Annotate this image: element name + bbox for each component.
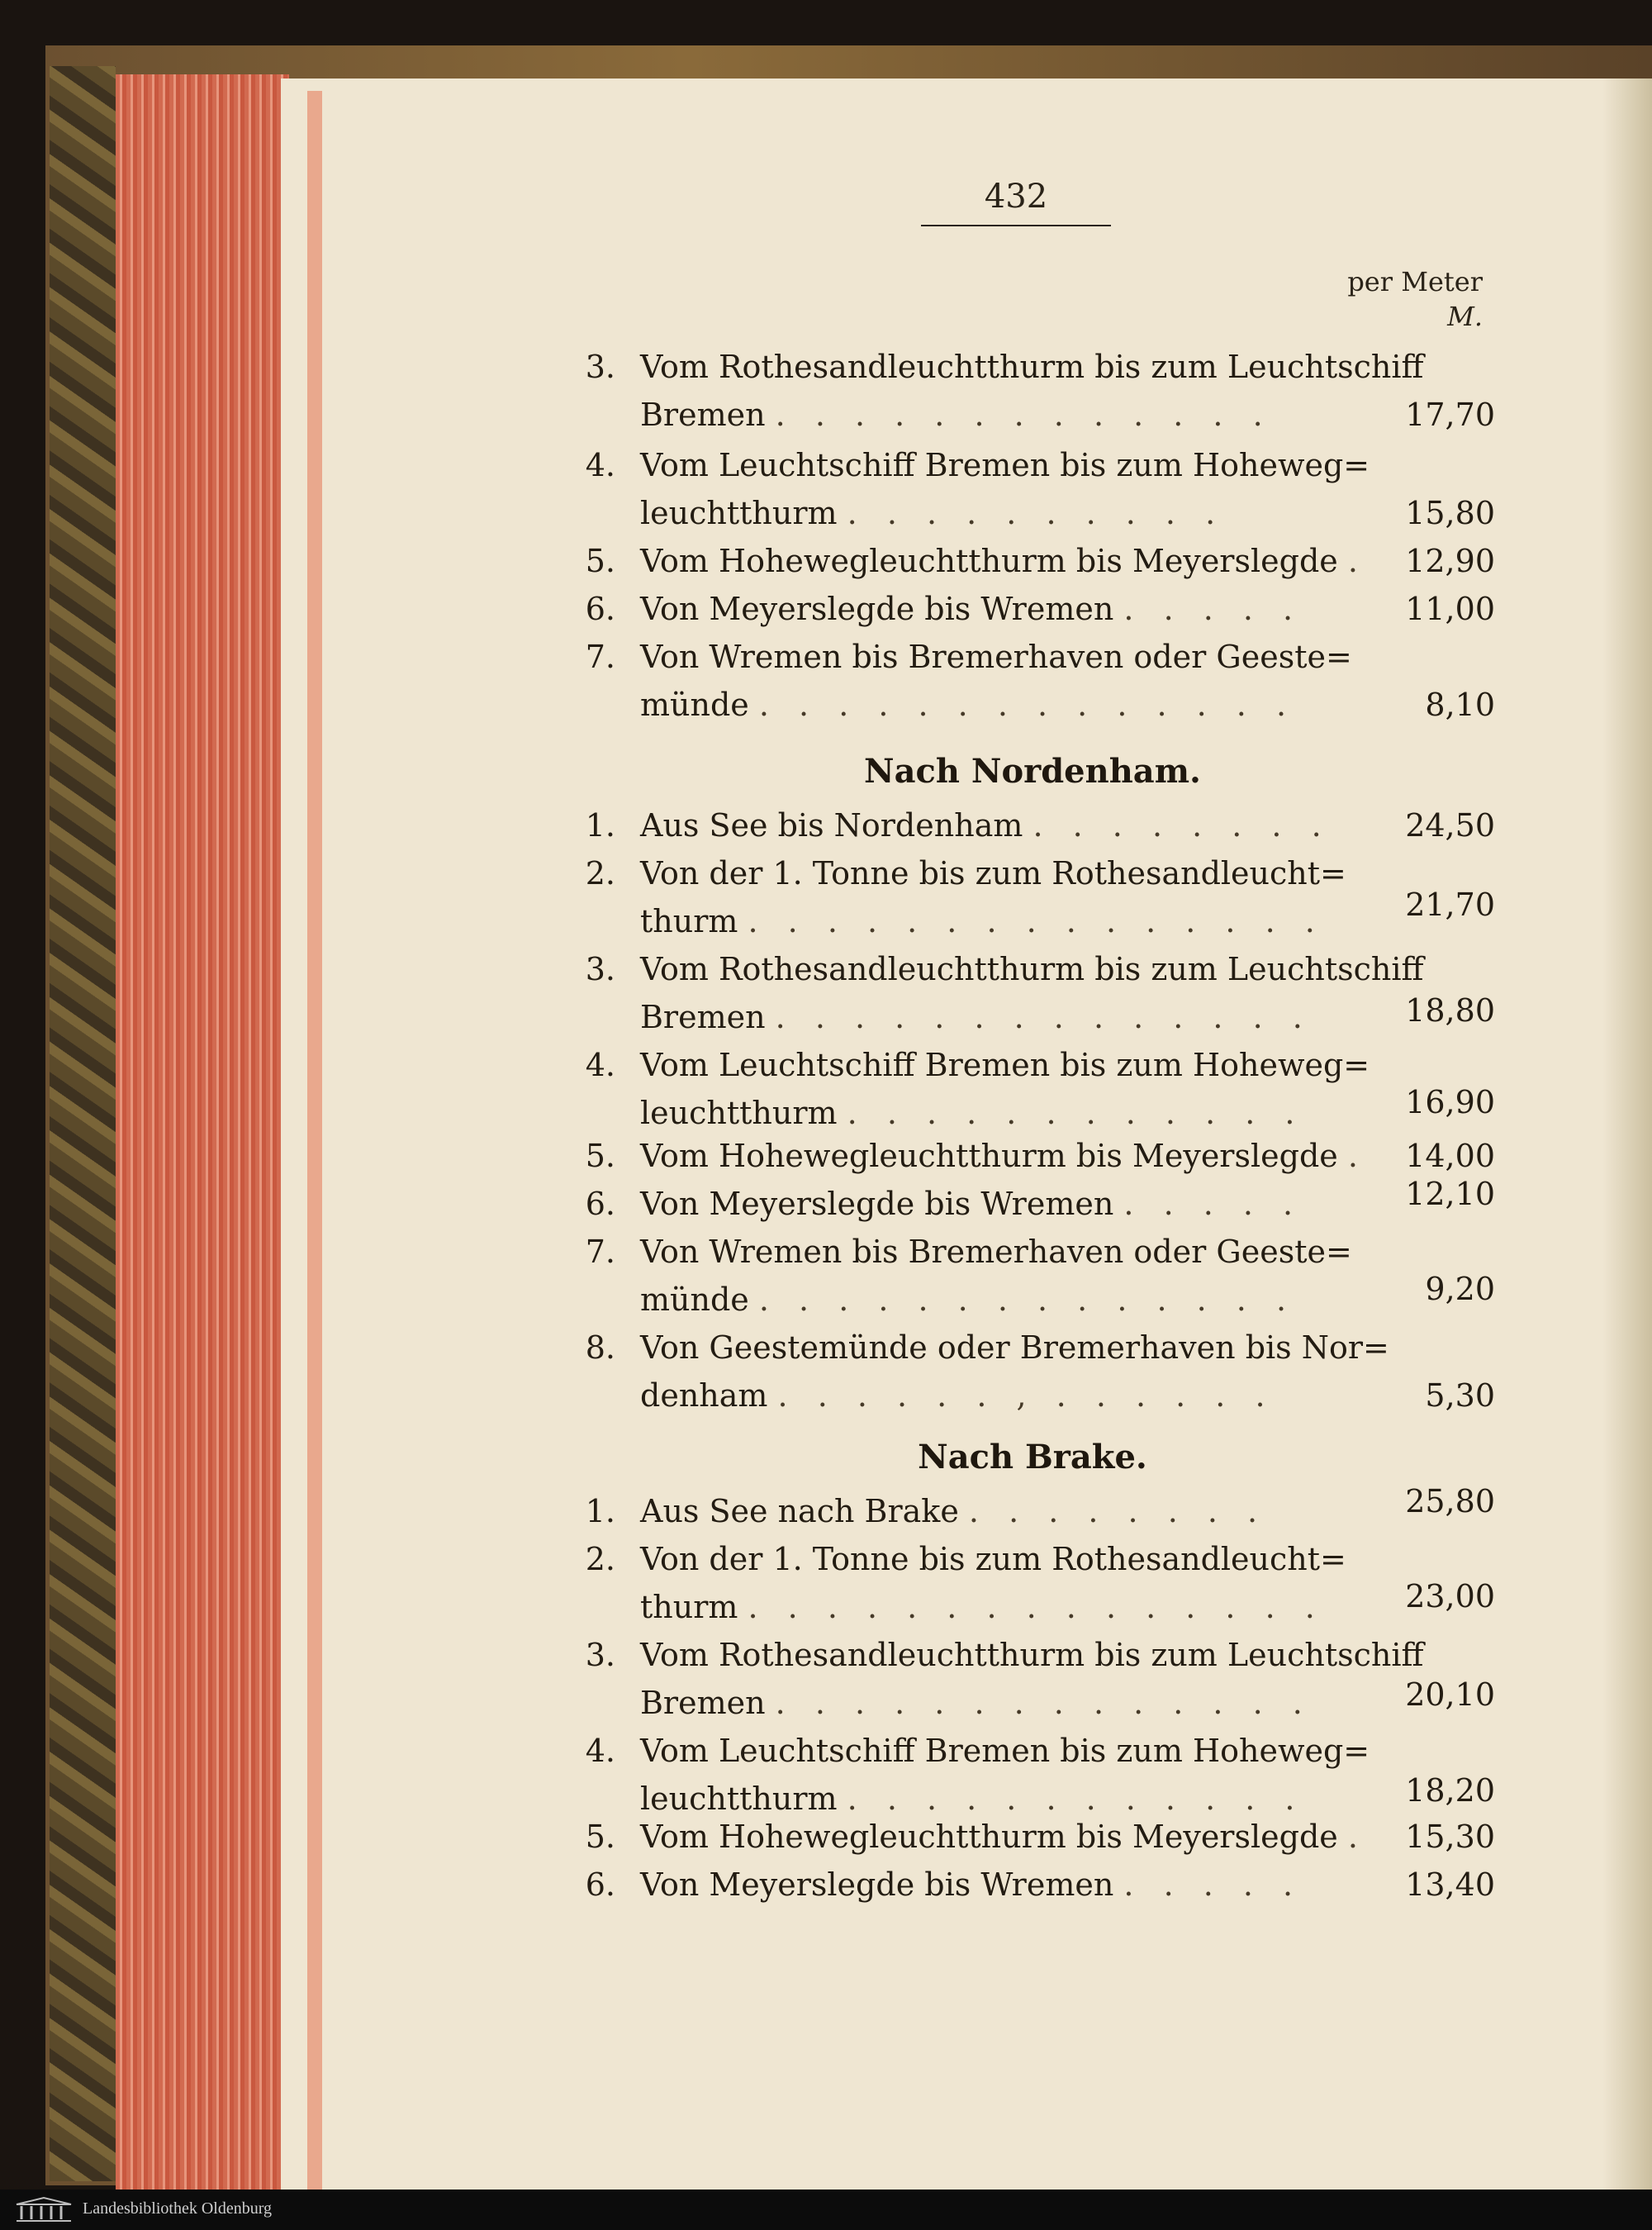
leader-dots: . . . . . . . . . . . . . .: [758, 1281, 1297, 1318]
footer-bar: [0, 2190, 1652, 2230]
leader-dots: . . . . . . . . . . . . . .: [775, 1685, 1313, 1721]
entry-number: 7.: [585, 1234, 615, 1270]
entry-text-cont: [640, 1372, 1275, 1419]
entry-text: Vom Leuchtschiff Bremen bis zum Hoheweg=: [640, 1047, 1370, 1083]
page-gutter: [1602, 78, 1652, 2214]
book-spine: [50, 66, 116, 2181]
leader-dots: . . . . .: [1123, 1186, 1303, 1222]
entry-text: [640, 801, 1332, 849]
entry-text: [640, 1132, 1368, 1180]
entry-text-main: Von Meyerslegde bis Wremen: [640, 1866, 1114, 1903]
leader-dots: . . . . . . . . . . . . .: [775, 397, 1273, 433]
entry-text: münde: [640, 1281, 749, 1318]
list-item: [574, 1727, 1495, 1823]
column-header-currency: M.: [1447, 301, 1483, 332]
entry-text: thurm: [640, 903, 738, 939]
entry-text: [640, 1813, 1368, 1861]
entry-text: leuchtthurm: [640, 1781, 838, 1817]
entry-price: 15,30: [1405, 1819, 1495, 1855]
entry-text-cont: [640, 681, 1296, 729]
leader-dots: . . . . . . . . . . . . . .: [758, 687, 1297, 723]
entry-text-cont: [640, 489, 1225, 537]
entry-number: 3.: [585, 1637, 615, 1673]
leader-dots: . . . . .: [1123, 591, 1303, 627]
entry-number: 6.: [585, 1866, 615, 1903]
entry-text-main: Vom Hohewegleuchtthurm bis Meyerslegde: [640, 1138, 1338, 1174]
entry-number: 6.: [585, 591, 615, 627]
entry-price: 11,00: [1405, 591, 1495, 627]
leader-dots: . . . . . . . . . . . .: [847, 1781, 1305, 1817]
entry-text: leuchtthurm: [640, 495, 838, 531]
entry-price: 5,30: [1425, 1377, 1495, 1414]
list-item: [574, 633, 1495, 729]
entry-text: leuchtthurm: [640, 1095, 838, 1131]
entry-text-cont: [640, 1276, 1296, 1324]
section-heading: Nach Brake.: [918, 1438, 1147, 1476]
entry-text: Bremen: [640, 1685, 766, 1721]
entry-number: 2.: [585, 855, 615, 892]
entry-text: Vom Leuchtschiff Bremen bis zum Hoheweg=: [640, 447, 1370, 483]
entry-text: Von der 1. Tonne bis zum Rothesandleucht=: [640, 1541, 1346, 1577]
leader-dots: . . . . . . . . . . . . . . .: [748, 1589, 1325, 1625]
entry-price: 25,80: [1405, 1483, 1495, 1519]
entry-price: 13,40: [1405, 1866, 1495, 1903]
list-item: [574, 1228, 1495, 1324]
entry-number: 1.: [585, 1493, 615, 1529]
entry-text-cont: [640, 391, 1273, 439]
entry-price: 17,70: [1405, 397, 1495, 433]
entry-text-cont: [640, 1089, 1304, 1137]
leader-dots: .: [1347, 1819, 1368, 1855]
entry-text: Von Wremen bis Bremerhaven oder Geeste=: [640, 1234, 1352, 1270]
leader-dots: .: [1347, 1138, 1368, 1174]
entry-number: 5.: [585, 1138, 615, 1174]
entry-text-main: Aus See bis Nordenham: [640, 807, 1023, 844]
entry-text: thurm: [640, 1589, 738, 1625]
list-item: [574, 1041, 1495, 1137]
entry-text-main: Vom Hohewegleuchtthurm bis Meyerslegde: [640, 1819, 1338, 1855]
entry-number: 5.: [585, 1819, 615, 1855]
entry-text: Vom Rothesandleuchtthurm bis zum Leuchtschiff: [640, 1637, 1424, 1673]
library-building-icon: [15, 2196, 73, 2223]
list-item: [574, 537, 1495, 585]
entry-price: 15,80: [1405, 495, 1495, 531]
list-item: [574, 343, 1495, 439]
entry-text-cont: [640, 1679, 1313, 1727]
leader-dots: . . . . . . . . . . . . . .: [775, 999, 1313, 1035]
column-header-unit: per Meter: [1347, 266, 1483, 297]
entry-text: denham: [640, 1377, 768, 1414]
entry-number: 6.: [585, 1186, 615, 1222]
entry-number: 4.: [585, 1733, 615, 1769]
entry-text: Bremen: [640, 397, 766, 433]
list-item: [574, 1861, 1495, 1909]
list-item: [574, 441, 1495, 537]
list-item: [574, 1631, 1495, 1727]
entry-price: 21,70: [1405, 887, 1495, 923]
entry-text-cont: [640, 993, 1313, 1041]
entry-text: Von der 1. Tonne bis zum Rothesandleucht=: [640, 855, 1346, 892]
entry-price: 8,10: [1425, 687, 1495, 723]
leader-dots: . . . . . . . .: [1032, 807, 1332, 844]
list-item: [574, 585, 1495, 633]
entry-price: 12,10: [1405, 1176, 1495, 1212]
entry-text: Bremen: [640, 999, 766, 1035]
leader-dots: . . . . . . . .: [968, 1493, 1268, 1529]
entry-text: Von Geestemünde oder Bremerhaven bis Nor=: [640, 1329, 1389, 1366]
entry-text: [640, 537, 1368, 585]
entry-number: 3.: [585, 349, 615, 385]
entry-price: 18,80: [1405, 992, 1495, 1029]
entry-price: 23,00: [1405, 1578, 1495, 1614]
entry-price: 9,20: [1425, 1271, 1495, 1307]
list-item: [574, 1535, 1495, 1631]
entry-text-main: Vom Hohewegleuchtthurm bis Meyerslegde: [640, 543, 1338, 579]
page-red-edge: [307, 91, 322, 2206]
list-item: [574, 1324, 1495, 1419]
leader-dots: . . . . . . . . . . . . . . .: [748, 903, 1325, 939]
entry-number: 8.: [585, 1329, 615, 1366]
entry-text-main: Von Meyerslegde bis Wremen: [640, 1186, 1114, 1222]
list-item: [574, 849, 1495, 945]
entry-price: 14,00: [1405, 1138, 1495, 1174]
entry-price: 16,90: [1405, 1084, 1495, 1120]
entry-price: 18,20: [1405, 1772, 1495, 1809]
entry-text: Vom Rothesandleuchtthurm bis zum Leuchtschiff: [640, 951, 1424, 987]
entry-text: [640, 1180, 1303, 1228]
entry-text-cont: [640, 1583, 1325, 1631]
entry-number: 1.: [585, 807, 615, 844]
list-item: [574, 1132, 1495, 1180]
footer-library-name: Landesbibliothek Oldenburg: [83, 2199, 273, 2218]
entry-price: 20,10: [1405, 1676, 1495, 1713]
entry-number: 3.: [585, 951, 615, 987]
entry-number: 7.: [585, 639, 615, 675]
leader-dots: . . . . . . . . . . . .: [847, 1095, 1305, 1131]
entry-text-main: Aus See nach Brake: [640, 1493, 959, 1529]
entry-text: Vom Leuchtschiff Bremen bis zum Hoheweg=: [640, 1733, 1370, 1769]
entry-text: [640, 1487, 1267, 1535]
entry-text: Vom Rothesandleuchtthurm bis zum Leuchtschiff: [640, 349, 1424, 385]
list-item: [574, 1483, 1495, 1535]
page-edges: [116, 74, 289, 2190]
list-item: [574, 1813, 1495, 1861]
leader-dots: . . . . .: [1123, 1866, 1303, 1903]
entry-number: 5.: [585, 543, 615, 579]
entry-text: [640, 1861, 1303, 1909]
entry-text: [640, 585, 1303, 633]
section-heading: Nach Nordenham.: [864, 752, 1201, 791]
list-item: [574, 945, 1495, 1041]
entry-price: 24,50: [1405, 807, 1495, 844]
entry-text: Von Wremen bis Bremerhaven oder Geeste=: [640, 639, 1352, 675]
column-header: [1317, 264, 1483, 334]
header-rule: [921, 225, 1111, 226]
list-item: [574, 1176, 1495, 1228]
list-item: [574, 801, 1495, 849]
leader-dots: . . . . . . , . . . . . .: [777, 1377, 1275, 1414]
entry-text-main: Von Meyerslegde bis Wremen: [640, 591, 1114, 627]
entry-price: 12,90: [1405, 543, 1495, 579]
page-number: 432: [984, 178, 1048, 216]
entry-number: 4.: [585, 1047, 615, 1083]
leader-dots: . . . . . . . . . .: [847, 495, 1226, 531]
leader-dots: .: [1347, 543, 1368, 579]
entry-number: 2.: [585, 1541, 615, 1577]
entry-text: münde: [640, 687, 749, 723]
entry-text-cont: [640, 897, 1325, 945]
entry-number: 4.: [585, 447, 615, 483]
